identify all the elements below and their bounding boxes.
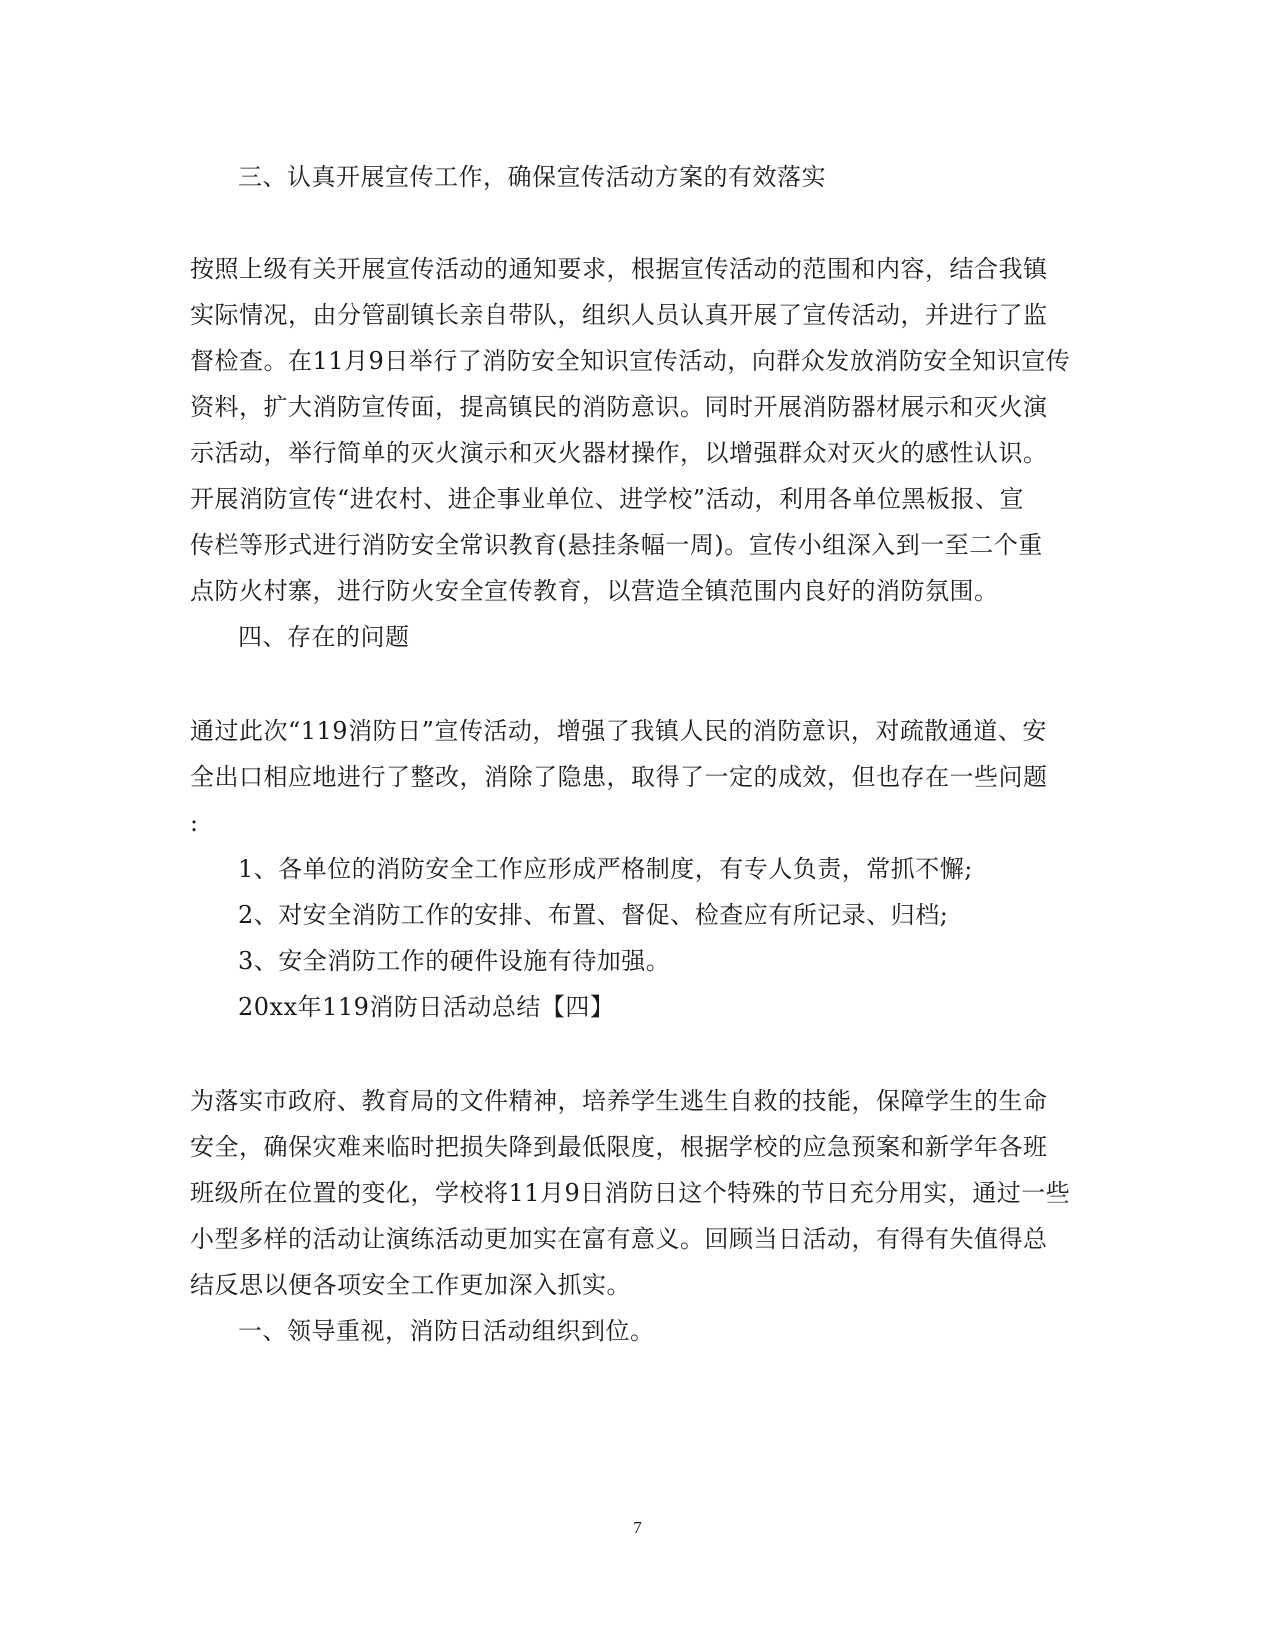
paragraph-line: 为落实市政府、教育局的文件精神，培养学生逃生自救的技能，保障学生的生命: [190, 1087, 1048, 1115]
section-heading-3: 三、认真开展宣传工作，确保宣传活动方案的有效落实: [238, 163, 826, 191]
paragraph-line: 开展消防宣传“进农村、进企事业单位、进学校”活动，利用各单位黑板报、宣: [190, 485, 1025, 513]
list-item: 1、各单位的消防安全工作应形成严格制度，有专人负责，常抓不懈;: [238, 855, 973, 883]
paragraph-line: 结反思以便各项安全工作更加深入抓实。: [190, 1271, 631, 1299]
paragraph-line: 按照上级有关开展宣传活动的通知要求，根据宣传活动的范围和内容，结合我镇: [190, 255, 1048, 283]
section-heading-4: 四、存在的问题: [238, 623, 410, 651]
paragraph-line: 通过此次“119消防日”宣传活动，增强了我镇人民的消防意识，对疏散通道、安: [190, 717, 1047, 745]
paragraph-line: 班级所在位置的变化，学校将11月9日消防日这个特殊的节日充分用实，通过一些: [190, 1179, 1071, 1207]
paragraph-line: 点防火村寨，进行防火安全宣传教育，以营造全镇范围内良好的消防氛围。: [190, 577, 999, 605]
paragraph-line: :: [190, 809, 199, 837]
paragraph-line: 实际情况，由分管副镇长亲自带队，组织人员认真开展了宣传活动，并进行了监: [190, 301, 1048, 329]
paragraph-line: 督检查。在11月9日举行了消防安全知识宣传活动，向群众发放消防安全知识宣传: [190, 347, 1071, 375]
paragraph-line: 全出口相应地进行了整改，消除了隐患，取得了一定的成效，但也存在一些问题: [190, 763, 1048, 791]
list-item: 2、对安全消防工作的安排、布置、督促、检查应有所记录、归档;: [238, 901, 949, 929]
summary-title: 20xx年119消防日活动总结【四】: [238, 993, 615, 1021]
paragraph-line: 资料，扩大消防宣传面，提高镇民的消防意识。同时开展消防器材展示和灭火演: [190, 393, 1048, 421]
paragraph-line: 安全，确保灾难来临时把损失降到最低限度，根据学校的应急预案和新学年各班: [190, 1133, 1048, 1161]
section-heading-1: 一、领导重视，消防日活动组织到位。: [238, 1317, 655, 1345]
paragraph-line: 传栏等形式进行消防安全常识教育(悬挂条幅一周)。宣传小组深入到一至二个重: [190, 531, 1043, 559]
paragraph-line: 小型多样的活动让演练活动更加实在富有意义。回顾当日活动，有得有失值得总: [190, 1225, 1048, 1253]
list-item: 3、安全消防工作的硬件设施有待加强。: [238, 947, 671, 975]
paragraph-line: 示活动，举行简单的灭火演示和灭火器材操作，以增强群众对灭火的感性认识。: [190, 439, 1048, 467]
page-number: 7: [633, 1518, 642, 1537]
